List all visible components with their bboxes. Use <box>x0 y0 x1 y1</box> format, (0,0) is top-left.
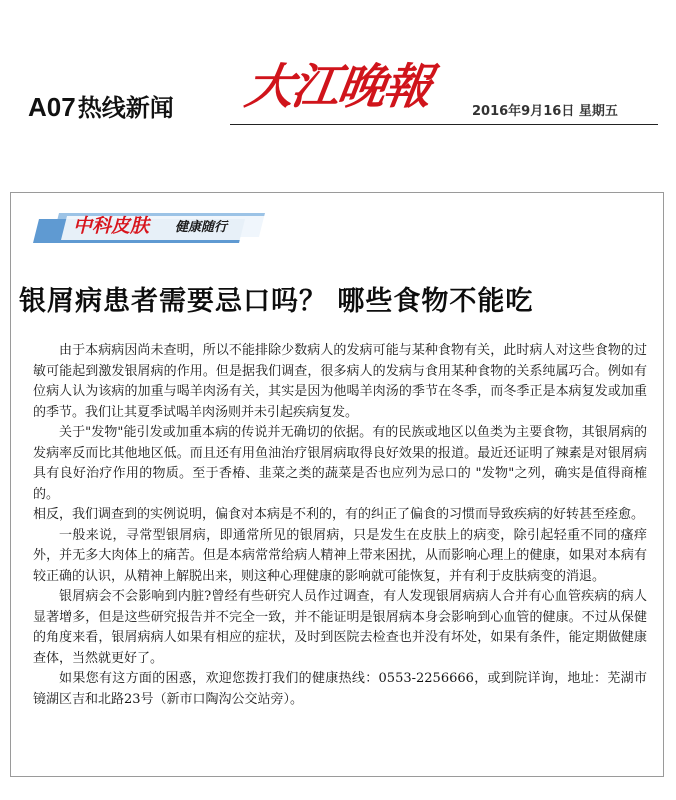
paragraph: 银屑病会不会影响到内脏?曾经有些研究人员作过调查，有人发现银屑病病人合并有心血管疾病的病人显著增多，但是这些研究报告并不完全一致，并不能证明是银屑病本身会影响到心血管的健康。不过从保健的角度来看，银屑病病人如果有相应的症状，及时到医院去检查也并没有坏处，如果有条件，能定期做健康查体，当然就更好了。 <box>33 589 647 666</box>
column-title: 中科皮肤 <box>73 215 150 237</box>
banner-ribbon-shape <box>29 207 275 247</box>
paragraph: 由于本病病因尚未查明，所以不能排除少数病人的发病可能与某种食物有关，此时病人对这些食物的过敏可能起到激发银屑病的作用。但是据我们调查，很多病人的发病与食用某种食物的关系纯属巧合。例如有位病人认为该病的加重与喝羊肉汤有关，其实是因为他喝羊肉汤的季节在冬季，而冬季正是本病复发或加重的季节。我们让其夏季试喝羊肉汤则并未引起疾病复发。 <box>33 343 647 420</box>
column-subtitle: 健康随行 <box>175 220 228 235</box>
page-code: A07 <box>28 92 76 122</box>
article-box <box>10 192 664 777</box>
column-banner <box>29 207 275 247</box>
contact-paragraph: 如果您有这方面的困惑，欢迎您拨打我们的健康热线：0553-2256666，或到院详询，地址：芜湖市镜湖区吉和北路23号（新市口陶沟公交站旁）。 <box>33 671 647 707</box>
section-name: 热线新闻 <box>77 94 174 122</box>
paragraph: 关于"发物"能引发或加重本病的传说并无确切的依据。有的民族或地区以鱼类为主要食物，其银屑病的发病率反而比其他地区低。而且还有用鱼油治疗银屑病取得良好效果的报道。最近还证明了辣素是对银屑病具有良好治疗作用的物质。至于香椿、韭菜之类的蔬菜是否也应列为忌口的 "发物"之列，确实是值得商榷的。 <box>33 425 647 502</box>
article-headline: 银屑病患者需要忌口吗？ 哪些食物不能吃 <box>19 286 534 317</box>
weekday-text: 星期五 <box>578 104 618 119</box>
section-label <box>28 88 174 123</box>
paragraph: 相反，我们调查到的实例说明，偏食对本病是不利的，有的纠正了偏食的习惯而导致疾病的好转甚至痊愈。 <box>33 507 645 522</box>
issue-date <box>472 100 618 119</box>
article-body <box>33 341 647 710</box>
date-text: 2016年9月16日 <box>472 104 575 119</box>
newspaper-masthead: 大江晚報 <box>241 59 434 115</box>
page-header <box>0 0 676 135</box>
paragraph: 一般来说，寻常型银屑病，即通常所见的银屑病，只是发生在皮肤上的病变，除引起轻重不同的瘙痒外，并无多大肉体上的痛苦。但是本病常常给病人精神上带来困扰，从而影响心理上的健康，如果对本病有较正确的认识，从精神上解脱出来，则这种心理健康的影响就可能恢复，并有利于皮肤病变的消退。 <box>33 527 647 584</box>
header-rule <box>230 124 658 125</box>
